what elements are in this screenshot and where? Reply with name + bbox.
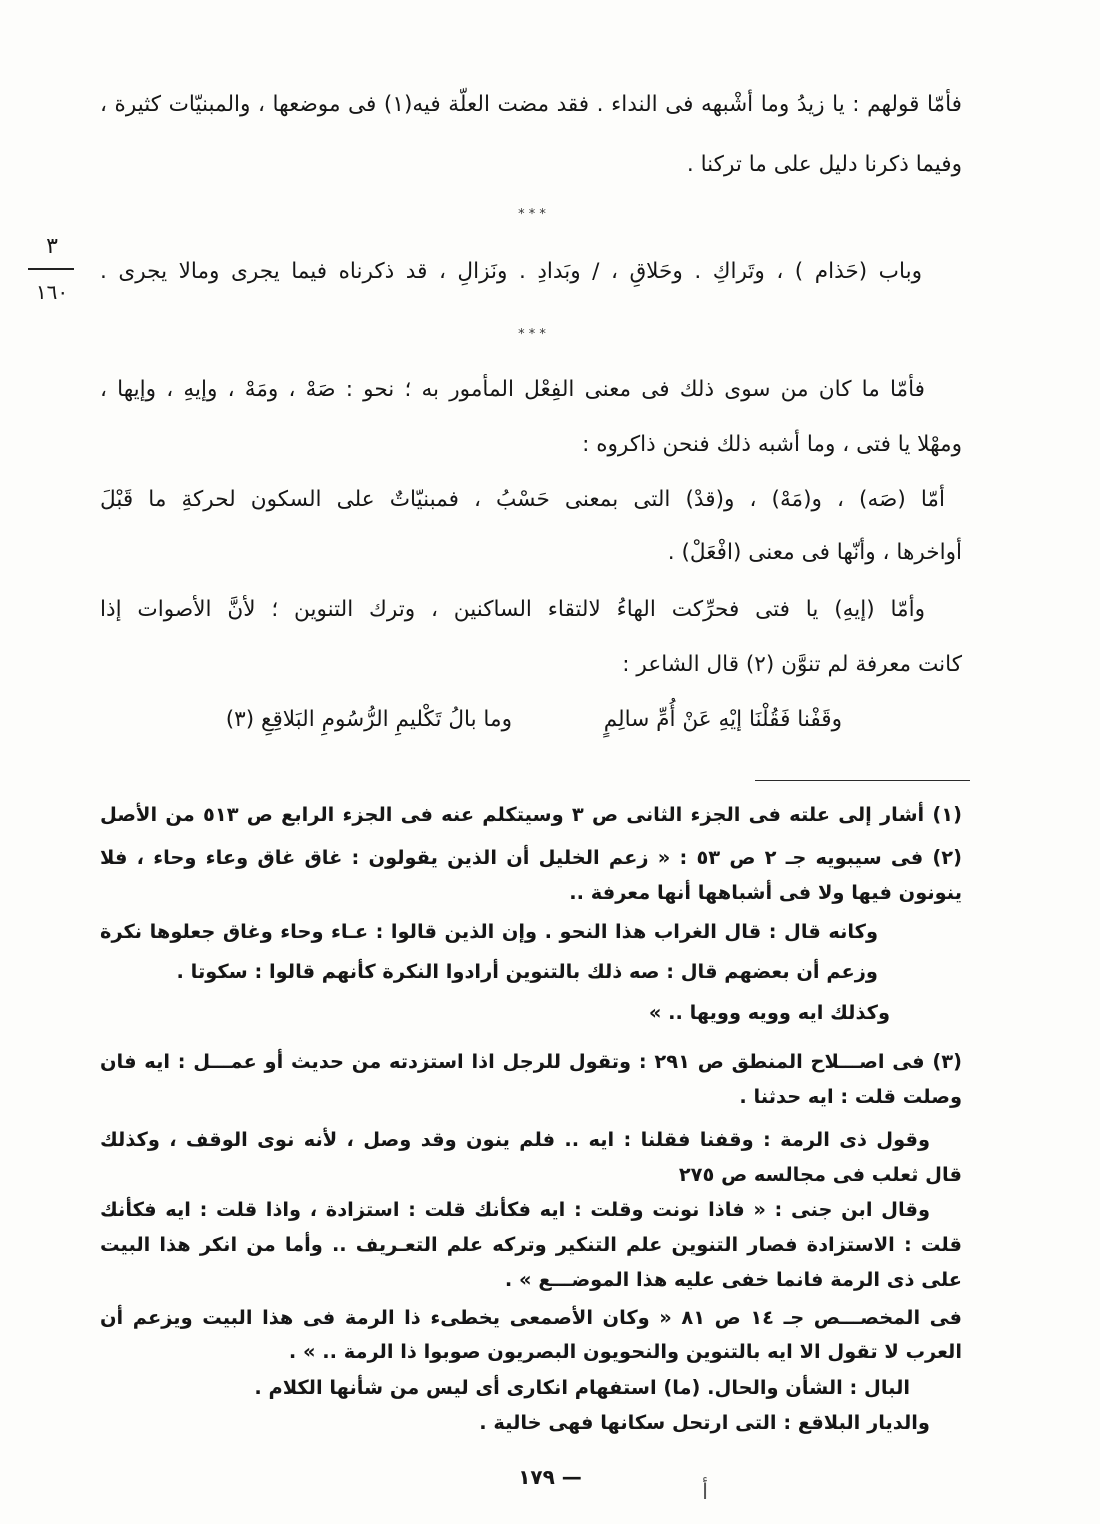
footnote-line: العرب لا تقول الا ايه بالتنوين والنحويون البصريون صوبوا ذا الرمة .. » . (288, 1340, 962, 1363)
text-line: أمّا (صَه) ، و(مَهْ) ، و(قدْ) التى بمعنى حَسْبُ ، فمبنيّاتٌ على السكون لحركةِ ما قَبْلَ (100, 487, 945, 512)
margin-note-page: ١٦٠ (35, 280, 69, 304)
footnote-line: قال ثعلب فى مجالسه ص ٢٧٥ (678, 1163, 962, 1186)
footnote-line: وزعم أن بعضهم قال : صه ذلك بالتنوين أرادوا النكرة كأنهم قالوا : سكوتا . (176, 960, 878, 983)
text-line: أواخرها ، وأنّها فى معنى (افْعَلْ) . (667, 540, 962, 565)
text-line: ومهْلا يا فتى ، وما أشبه ذلك فنحن ذاكروه : (582, 432, 962, 457)
footnote-line: فى المخصـــص جـ ١٤ ص ٨١ « وكان الأصمعى يخطىء ذا الرمة فى هذا البيت ويزعم أن (100, 1306, 962, 1329)
footnote-line: وقال ابن جنى : « فاذا نونت وقلت : ايه فكأنك قلت : استزادة ، واذا قلت : ايه فكأنك (100, 1198, 930, 1221)
footnote-line: (٢) فى سيبويه جـ ٢ ص ٥٣ : « زعم الخليل أن الذين يقولون : غاق غاق وعاء وحاء ، فلا (100, 846, 962, 869)
text-line: وأمّا (إيهِ) يا فتى فحرِّكت الهاءُ لالتقاء الساكنين ، وترك التنوين ؛ لأنَّ الأصوات إذا (100, 597, 925, 622)
margin-note-rule (28, 268, 74, 270)
footnote-line: البال : الشأن والحال. (ما) استفهام انكارى أى ليس من شأنها الكلام . (254, 1376, 910, 1399)
verse-second-hemistich: وما بالُ تَكْليمِ الرُّسُومِ البَلاقِعِ (٣) (225, 707, 512, 732)
text-line: كانت معرفة لم تنوَّن (٢) قال الشاعر : (622, 652, 962, 677)
footnote-line: على ذى الرمة فانما خفى عليه هذا الموضـــع » . (504, 1268, 962, 1291)
text-line: فأمّا ما كان من سوى ذلك فى معنى الفِعْل المأمور به ؛ نحو : صَهْ ، ومَهْ ، وإيهِ ، وإيها ، (100, 377, 925, 402)
section-separator: * * * (518, 207, 546, 222)
footnote-rule (755, 780, 970, 781)
text-line: وفيما ذكرنا دليل على ما تركنا . (686, 152, 962, 177)
section-separator: * * * (518, 327, 546, 342)
footnote-line: (١) أشار إلى علته فى الجزء الثانى ص ٣ وسيتكلم عنه فى الجزء الرابع ص ٥١٣ من الأصل (100, 803, 962, 826)
margin-note-volume: ٣ (46, 234, 58, 259)
footnote-line: وصلت قلت : ايه حدثنا . (739, 1085, 962, 1108)
verse-first-hemistich: وقَفْنا فَقُلْنَا إيْهِ عَنْ أُمِّ سالِمٍ (603, 707, 842, 732)
footnote-line: وقول ذى الرمة : وقفنا فقلنا : ايه .. فلم ينون وقد وصل ، لأنه نوى الوقف ، وكذلك (100, 1128, 930, 1151)
text-line: فأمّا قولهم : يا زيدُ وما أشْبهه فى النداء . فقد مضت العلّة فيه(١) فى موضعها ، والمبنيّات كثيرة ، (100, 92, 963, 117)
text-line: وباب (حَذام ) ، وتَراكِ . وحَلاقِ ، / وبَدادِ . ونَزالِ ، قد ذكرناه فيما يجرى ومالا يجرى . (100, 259, 922, 284)
signature-mark: أ (701, 1480, 709, 1505)
footnote-line: ينونون فيها ولا فى أشباهها أنها معرفة .. (569, 881, 962, 904)
footnote-line: والديار البلاقع : التى ارتحل سكانها فهى خالية . (479, 1411, 930, 1434)
footnote-line: (٣) فى اصـــلاح المنطق ص ٢٩١ : وتقول للرجل اذا استزدته من حديث أو عمـــل : ايه فان (100, 1050, 962, 1073)
footnote-line: وكذلك ايه وويه وويها .. » (648, 1001, 890, 1024)
footnote-line: قلت : الاستزادة فصار التنوين علم التنكير وتركه علم التعـريف .. وأما من انكر هذا البيت (100, 1233, 962, 1256)
footnote-line: وكانه قال : قال الغراب هذا النحو . وإن الذين قالوا : عـاء وحاء وغاق جعلوها نكرة (100, 920, 878, 943)
page-number: — ١٧٩ (518, 1465, 582, 1489)
